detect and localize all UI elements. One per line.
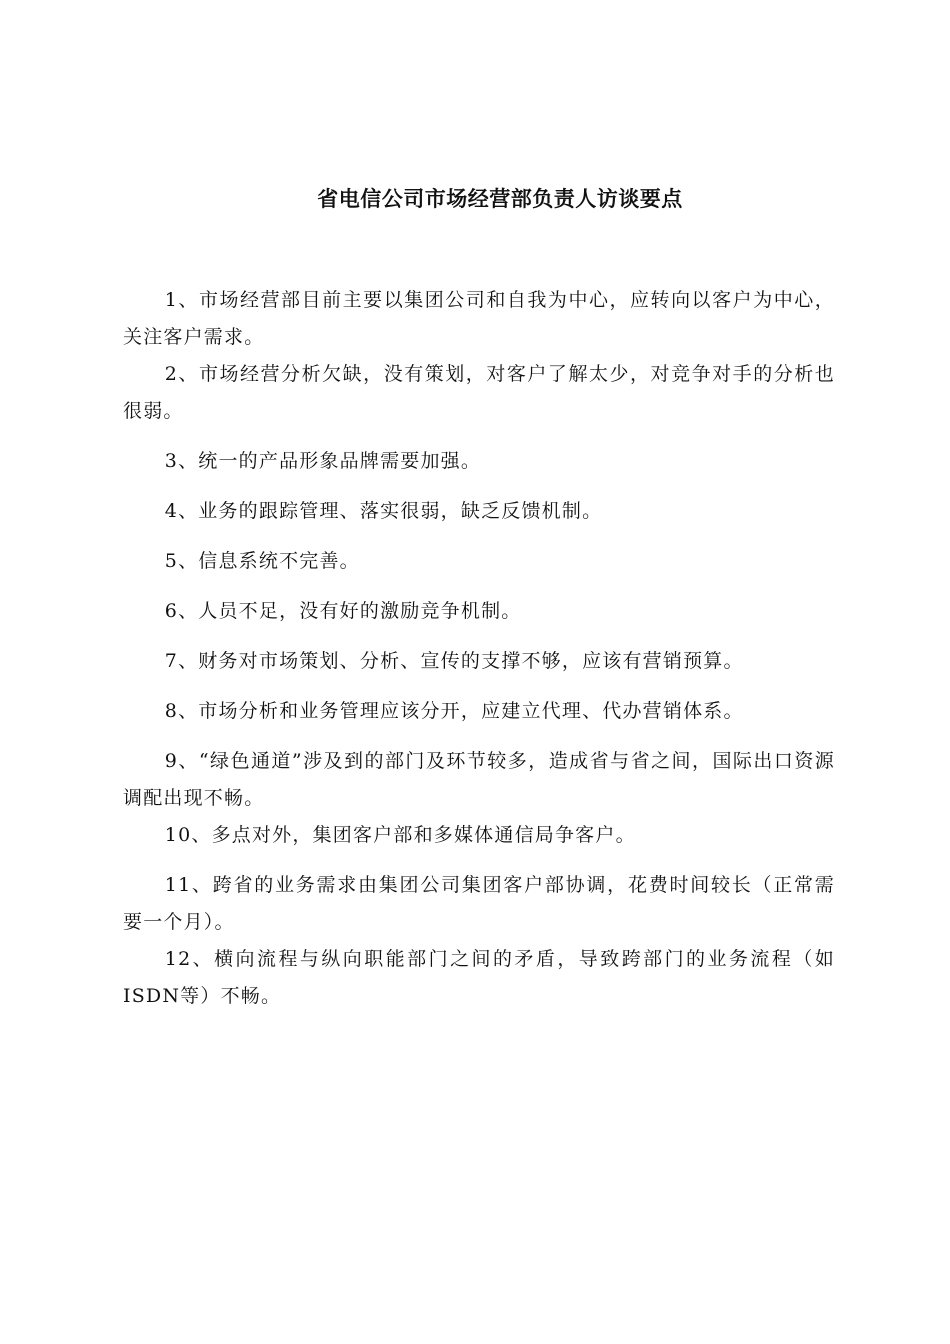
list-item: 6、人员不足，没有好的激励竞争机制。 bbox=[164, 600, 522, 622]
list-item: 4、业务的跟踪管理、落实很弱，缺乏反馈机制。 bbox=[164, 500, 603, 522]
list-item: 11、跨省的业务需求由集团公司集团客户部协调，花费时间较长（正常需要一个月）。 bbox=[123, 874, 835, 933]
list-item: 12、横向流程与纵向职能部门之间的矛盾，导致跨部门的业务流程（如ISDN等）不畅。 bbox=[123, 948, 835, 1007]
list-item: 1、市场经营部目前主要以集团公司和自我为中心，应转向以客户为中心，关注客户需求。 bbox=[123, 289, 835, 348]
list-item: 2、市场经营分析欠缺，没有策划，对客户了解太少，对竞争对手的分析也很弱。 bbox=[123, 363, 835, 422]
list-item: 10、多点对外，集团客户部和多媒体通信局争客户。 bbox=[164, 824, 636, 846]
list-item: 3、统一的产品形象品牌需要加强。 bbox=[164, 450, 482, 472]
list-item: 9、“绿色通道”涉及到的部门及环节较多，造成省与省之间，国际出口资源调配出现不畅。 bbox=[123, 750, 835, 809]
list-item: 8、市场分析和业务管理应该分开，应建立代理、代办营销体系。 bbox=[164, 700, 744, 722]
list-item: 7、财务对市场策划、分析、宣传的支撑不够，应该有营销预算。 bbox=[164, 650, 744, 672]
list-item: 5、信息系统不完善。 bbox=[164, 550, 360, 572]
document-body bbox=[123, 282, 835, 1015]
document-title: 省电信公司市场经营部负责人访谈要点 bbox=[317, 187, 683, 211]
